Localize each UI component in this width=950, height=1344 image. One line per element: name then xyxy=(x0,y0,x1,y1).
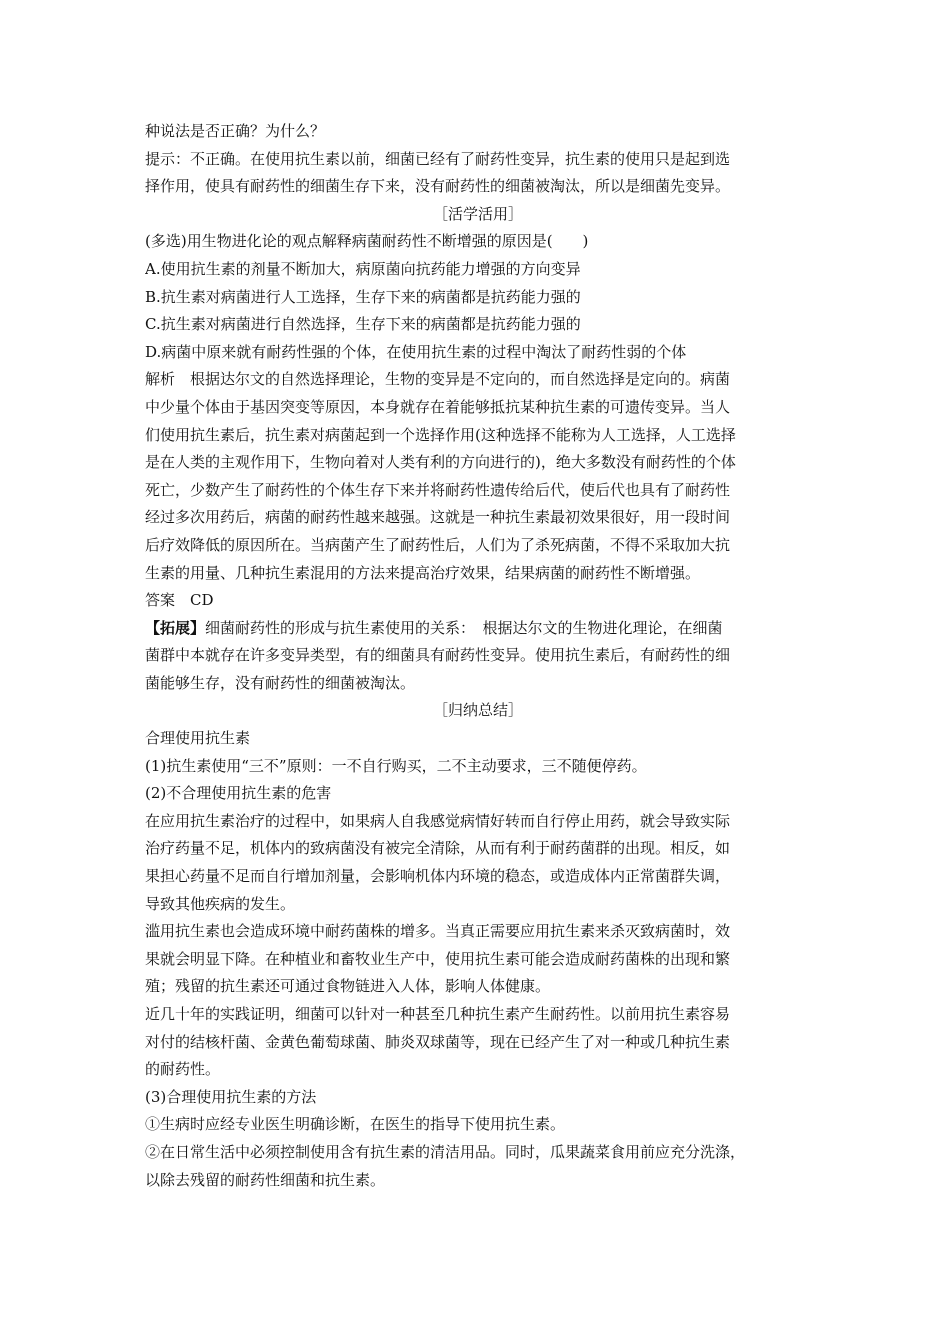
hint-line-1: 提示：不正确。在使用抗生素以前，细菌已经有了耐药性变异，抗生素的使用只是起到选 xyxy=(145,149,731,168)
question-continuation: 种说法是否正确？为什么？ xyxy=(145,122,326,140)
section-heading-practice: ［活学活用］ xyxy=(432,204,523,223)
harm-para2-line-2: 果就会明显下降。在种植业和畜牧业生产中，使用抗生素可能会造成耐药菌株的出现和繁 xyxy=(145,949,731,968)
method-item-2-line-1: ②在日常生活中必须控制使用含有抗生素的清洁用品。同时，瓜果蔬菜食用前应充分洗涤， xyxy=(145,1142,746,1161)
harm-para2-line-3: 殖；残留的抗生素还可通过食物链进入人体，影响人体健康。 xyxy=(145,977,551,996)
harm-para1-line-3: 果担心药量不足而自行增加剂量，会影响机体内环境的稳态，或造成体内正常菌群失调， xyxy=(145,867,731,886)
expand-line-1 xyxy=(145,615,811,643)
analysis-line-7: 后疗效降低的原因所在。当病菌产生了耐药性后，人们为了杀死病菌，不得不采取加大抗 xyxy=(145,535,731,554)
analysis-line-6: 经过多次用药后，病菌的耐药性越来越强。这就是一种抗生素最初效果很好，用一段时间 xyxy=(145,508,731,527)
option-d: D.病菌中原来就有耐药性强的个体，在使用抗生素的过程中淘汰了耐药性弱的个体 xyxy=(145,342,687,361)
answer-line: 答案 CD xyxy=(145,591,214,610)
analysis-line-2: 中少量个体由于基因突变等原因，本身就存在着能够抵抗某种抗生素的可遗传变异。当人 xyxy=(145,397,731,416)
harm-para3-line-3: 的耐药性。 xyxy=(145,1060,221,1079)
harm-para1-line-4: 导致其他疾病的发生。 xyxy=(145,894,296,913)
method-item-1: ①生病时应经专业医生明确诊断，在医生的指导下使用抗生素。 xyxy=(145,1115,566,1134)
expand-line-3: 菌能够生存，没有耐药性的细菌被淘汰。 xyxy=(145,673,416,692)
harm-para3-line-1: 近几十年的实践证明，细菌可以针对一种甚至几种抗生素产生耐药性。以前用抗生素容易 xyxy=(145,1005,731,1023)
question-stem: (多选)用生物进化论的观点解释病菌耐药性不断增强的原因是( ) xyxy=(145,232,589,251)
harm-para2-line-1: 滥用抗生素也会造成环境中耐药菌株的增多。当真正需要应用抗生素来杀灭致病菌时，效 xyxy=(145,922,731,941)
option-c: C.抗生素对病菌进行自然选择，生存下来的病菌都是抗药能力强的 xyxy=(145,315,581,334)
expand-text: 细菌耐药性的形成与抗生素使用的关系： 根据达尔文的生物进化理论，在细菌 xyxy=(205,618,723,637)
option-a: A.使用抗生素的剂量不断加大，病原菌向抗药能力增强的方向变异 xyxy=(145,259,581,278)
harm-para1-line-2: 治疗药量不足，机体内的致病菌没有被完全清除，从而有利于耐药菌群的出现。相反，如 xyxy=(145,839,731,858)
harm-para3-line-2: 对付的结核杆菌、金黄色葡萄球菌、肺炎双球菌等，现在已经产生了对一种或几种抗生素 xyxy=(145,1032,731,1051)
analysis-line-3: 们使用抗生素后，抗生素对病菌起到一个选择作用(这种选择不能称为人工选择，人工选择 xyxy=(145,425,736,444)
summary-title: 合理使用抗生素 xyxy=(145,729,251,748)
analysis-line-1: 解析 根据达尔文的自然选择理论，生物的变异是不定向的，而自然选择是定向的。病菌 xyxy=(145,370,731,389)
expand-label: 【拓展】 xyxy=(145,618,206,637)
analysis-line-8: 生素的用量、几种抗生素混用的方法来提高治疗效果，结果病菌的耐药性不断增强。 xyxy=(145,563,701,582)
analysis-line-4: 是在人类的主观作用下，生物向着对人类有利的方向进行的)，绝大多数没有耐药性的个体 xyxy=(145,453,736,472)
harm-heading: (2)不合理使用抗生素的危害 xyxy=(145,784,332,803)
expand-line-2: 菌群中本就存在许多变异类型，有的细菌具有耐药性变异。使用抗生素后，有耐药性的细 xyxy=(145,646,731,665)
method-item-2-line-2: 以除去残留的耐药性细菌和抗生素。 xyxy=(145,1170,386,1189)
option-b: B.抗生素对病菌进行人工选择，生存下来的病菌都是抗药能力强的 xyxy=(145,287,581,306)
method-heading: (3)合理使用抗生素的方法 xyxy=(145,1087,317,1106)
principle-line: (1)抗生素使用“三不”原则：一不自行购买，二不主动要求，三不随便停药。 xyxy=(145,756,647,775)
document-body xyxy=(145,118,811,1194)
analysis-line-5: 死亡，少数产生了耐药性的个体生存下来并将耐药性遗传给后代，使后代也具有了耐药性 xyxy=(145,480,731,499)
hint-line-2: 择作用，使具有耐药性的细菌生存下来，没有耐药性的细菌被淘汰，所以是细菌先变异。 xyxy=(145,177,731,196)
harm-para1-line-1: 在应用抗生素治疗的过程中，如果病人自我感觉病情好转而自行停止用药，就会导致实际 xyxy=(145,811,731,830)
section-heading-summary: ［归纳总结］ xyxy=(432,701,523,720)
